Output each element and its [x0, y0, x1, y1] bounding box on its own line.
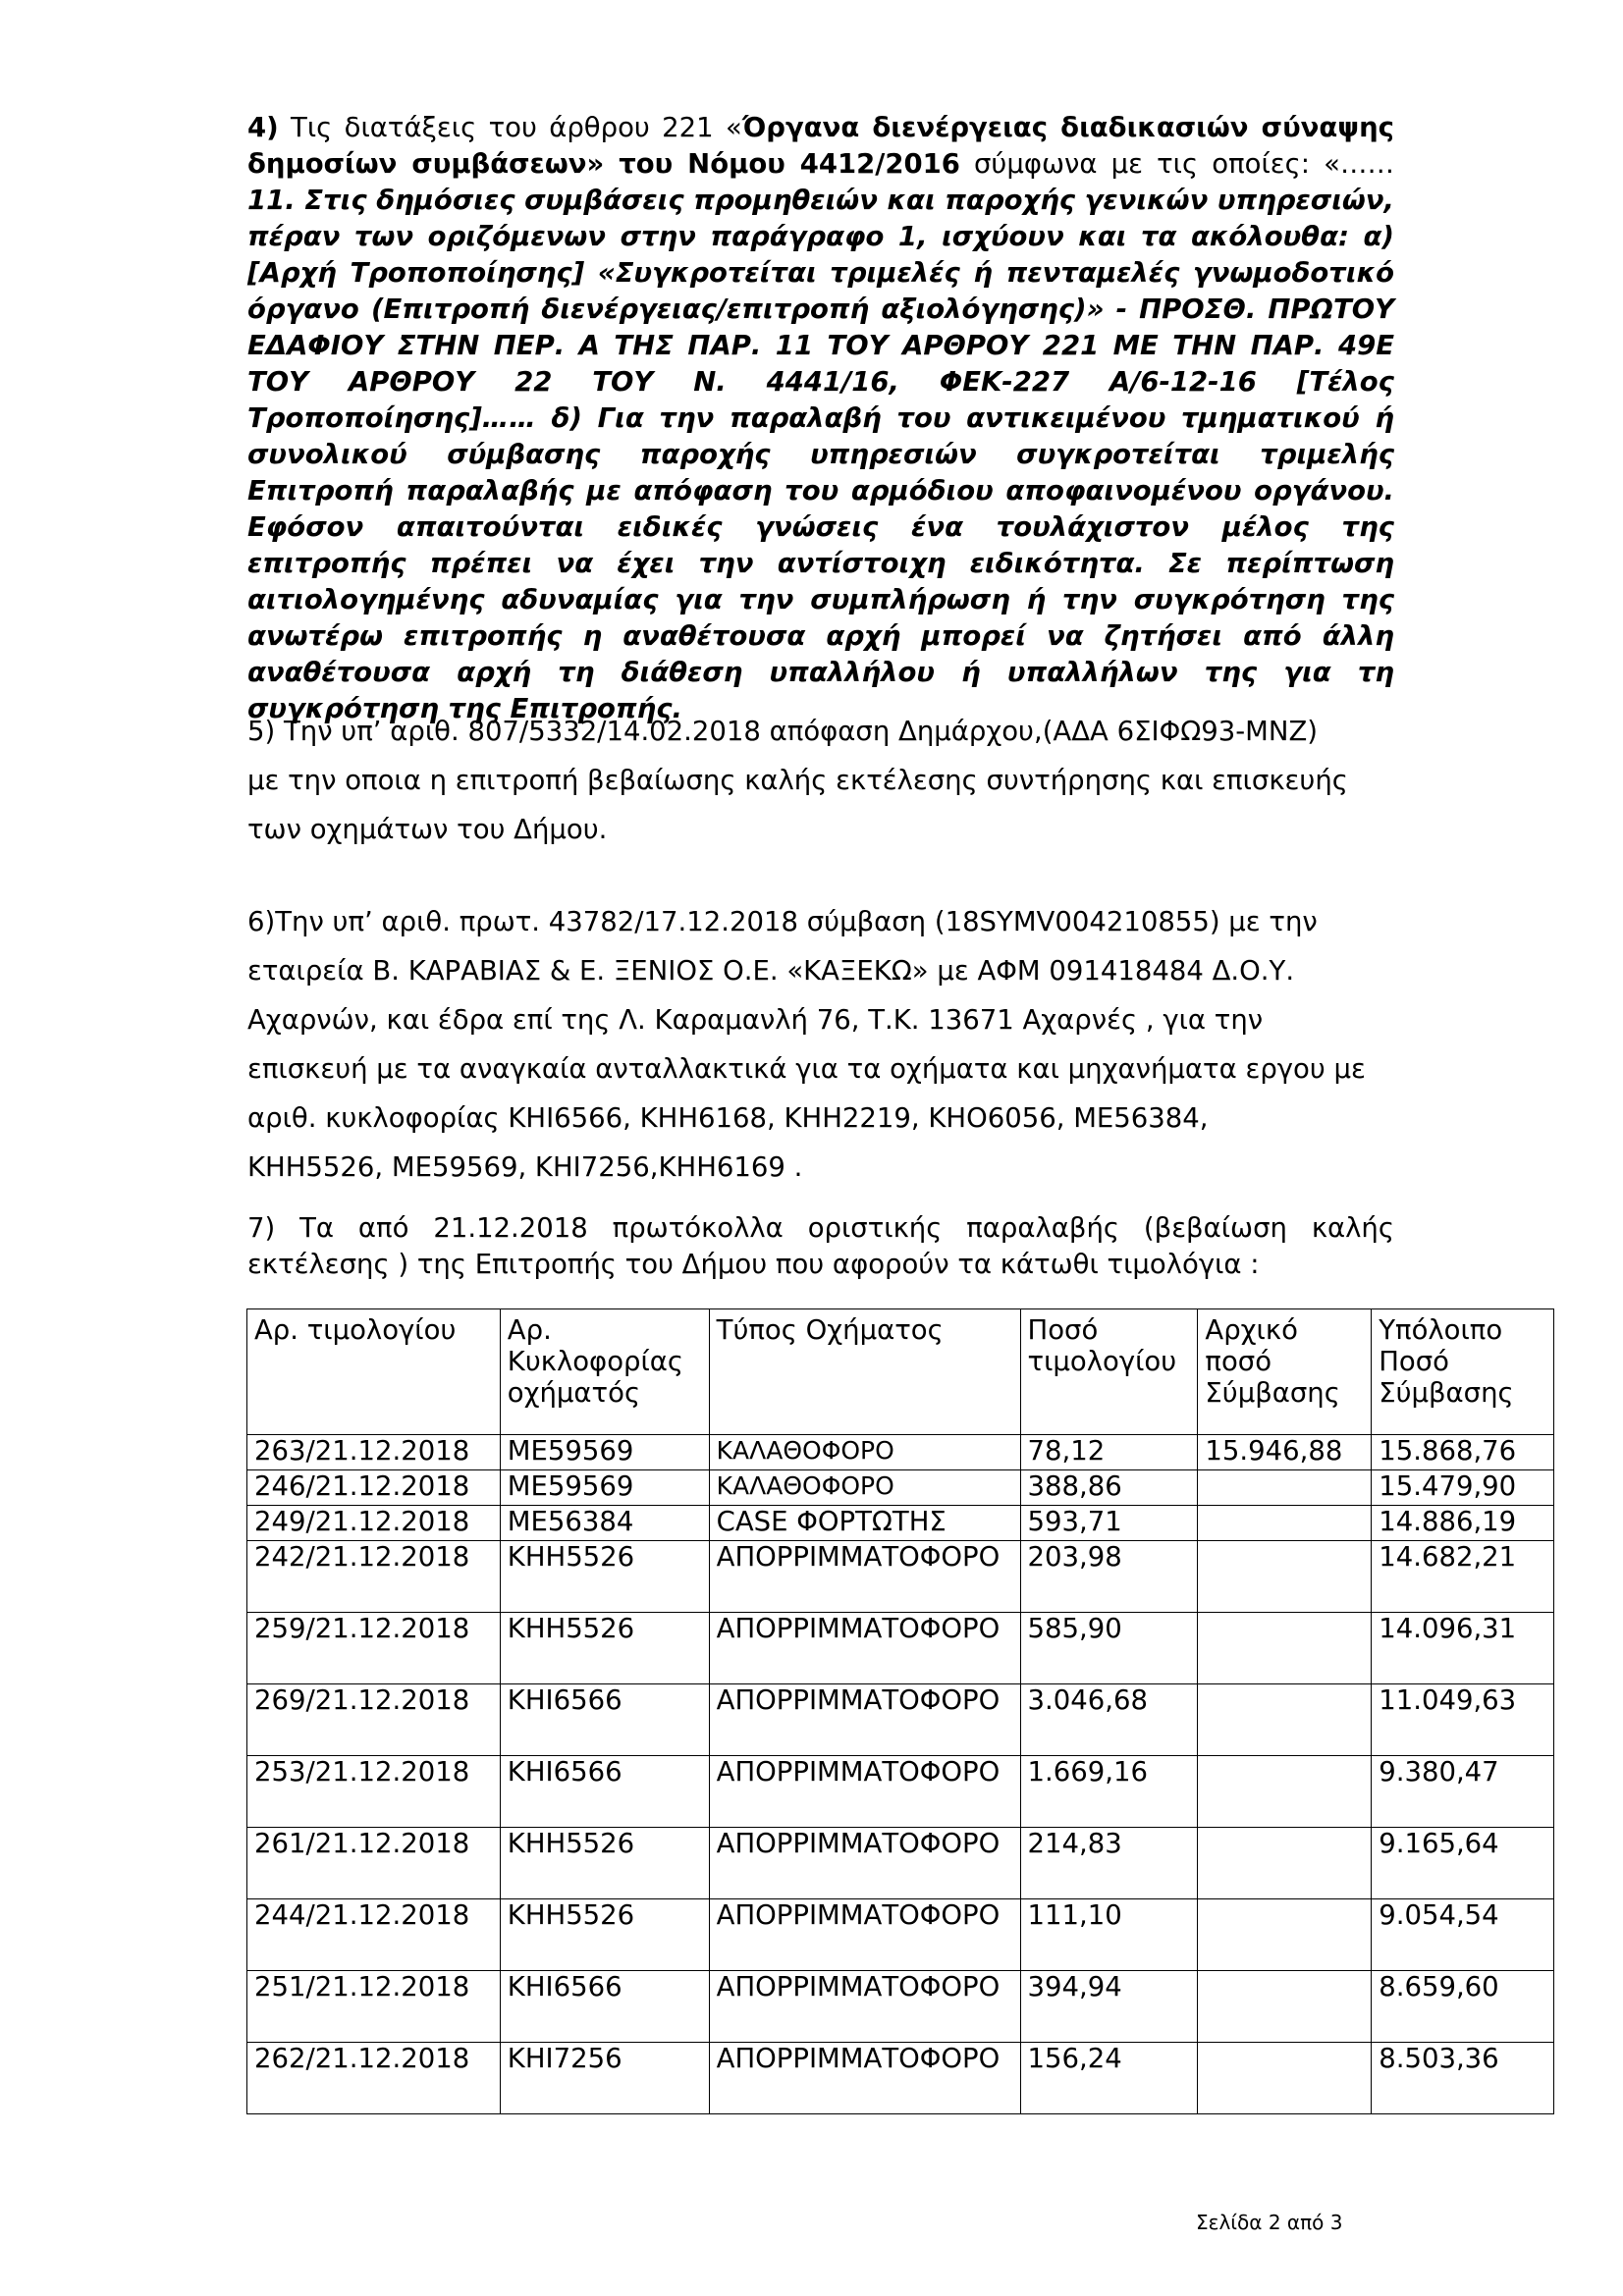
cell-invoice-number: 244/21.12.2018: [247, 1899, 501, 1971]
cell-initial-contract-amount: [1198, 1899, 1372, 1971]
header-invoice-amount: Ποσό τιμολογίου: [1020, 1309, 1198, 1435]
table-row: [247, 1684, 1554, 1756]
header-plate-number: Αρ. Κυκλοφορίας οχήματός: [500, 1309, 709, 1435]
cell-remaining-contract-amount: 9.165,64: [1372, 1828, 1554, 1899]
table-row: [247, 1506, 1554, 1541]
paragraph-5-line: 5) Την υπ’ αριθ. 807/5332/14.02.2018 απόφαση Δημάρχου,(ΑΔΑ 6ΣΙΦΩ93-ΜΝΖ): [247, 716, 1319, 747]
cell-remaining-contract-amount: 9.054,54: [1372, 1899, 1554, 1971]
cell-invoice-number: 246/21.12.2018: [247, 1470, 501, 1506]
cell-remaining-contract-amount: 11.049,63: [1372, 1684, 1554, 1756]
table-row: [247, 1435, 1554, 1470]
paragraph-5-line: με την οποια η επιτροπή βεβαίωσης καλής εκτέλεσης συντήρησης και επισκευής: [247, 765, 1348, 796]
cell-invoice-amount: 156,24: [1020, 2043, 1198, 2114]
header-initial-contract-amount: Αρχικό ποσό Σύμβασης: [1198, 1309, 1372, 1435]
cell-invoice-amount: 593,71: [1020, 1506, 1198, 1541]
cell-initial-contract-amount: [1198, 1541, 1372, 1613]
cell-invoice-number: 242/21.12.2018: [247, 1541, 501, 1613]
paragraph-7: 7) Τα από 21.12.2018 πρωτόκολλα οριστικής παραλαβής (βεβαίωση καλής εκτέλεσης ) της Επιτροπής του Δήμου που αφορούν τα κάτωθι τιμολόγια :: [247, 1212, 1394, 1280]
page-number: Σελίδα 2 από 3: [1196, 2211, 1343, 2234]
paragraph-5: [247, 707, 1394, 854]
cell-plate-number: ΜΕ59569: [500, 1470, 709, 1506]
cell-invoice-number: 249/21.12.2018: [247, 1506, 501, 1541]
cell-vehicle-type: ΑΠΟΡΡΙΜΜΑΤΟΦΟΡΟ: [709, 1613, 1020, 1684]
invoice-table-body: [247, 1435, 1554, 2114]
cell-plate-number: ΚΗΙ6566: [500, 1684, 709, 1756]
header-remaining-contract-amount: Υπόλοιπο Ποσό Σύμβασης: [1372, 1309, 1554, 1435]
table-row: [247, 1971, 1554, 2043]
cell-plate-number: ΚΗΗ5526: [500, 1541, 709, 1613]
cell-vehicle-type: ΑΠΟΡΡΙΜΜΑΤΟΦΟΡΟ: [709, 1541, 1020, 1613]
paragraph-4-quoted-provision: 11. Στις δημόσιες συμβάσεις προμηθειών και παροχής γενικών υπηρεσιών, πέραν των οριζόμενων στην παράγραφο 1, ισχύουν και τα ακόλουθα: α) [Αρχή Τροποποίησης] «Συγκροτείται τριμελές ή πενταμελές γνωμοδοτικό όργανο (Επιτροπή διενέργειας/επιτροπή αξιολόγησης)» - ΠΡΟΣΘ. ΠΡΩΤΟΥ ΕΔΑΦΙΟΥ ΣΤΗΝ ΠΕΡ. Α ΤΗΣ ΠΑΡ. 11 ΤΟΥ ΑΡΘΡΟΥ 221 ΜΕ ΤΗΝ ΠΑΡ. 49Ε ΤΟΥ ΑΡΘΡΟΥ 22 ΤΟΥ Ν. 4441/16, ΦΕΚ-227 Α/6-12-16 [Τέλος Τροποποίησης]…… δ) Για την παραλαβή του αντικειμένου τμηματικού ή συνολικού σύμβασης παροχής υπηρεσιών συγκροτείται τριμελής Επιτροπή παραλαβής με απόφαση του αρμόδιου αποφαινομένου οργάνου. Εφόσον απαιτούνται ειδικές γνώσεις ένα τουλάχιστον μέλος της επιτροπής πρέπει να έχει την αντίστοιχη ειδικότητα. Σε περίπτωση αιτιολογημένης αδυναμίας για την συμπλήρωση ή την συγκρότηση της ανωτέρω επιτροπής η αναθέτουσα αρχή μπορεί να ζητήσει από άλλη αναθέτουσα αρχή τη διάθεση υπαλλήλου ή υπαλλήλων της για τη συγκρότηση της Επιτροπής.: [247, 185, 1394, 724]
paragraph-4-after-title: σύμφωνα με τις οποίες: «……: [959, 148, 1394, 180]
cell-invoice-amount: 214,83: [1020, 1828, 1198, 1899]
paragraph-4: [247, 110, 1394, 727]
cell-invoice-amount: 585,90: [1020, 1613, 1198, 1684]
table-header-row: [247, 1309, 1554, 1435]
cell-initial-contract-amount: 15.946,88: [1198, 1435, 1372, 1470]
cell-plate-number: ΜΕ56384: [500, 1506, 709, 1541]
table-row: [247, 1541, 1554, 1613]
cell-remaining-contract-amount: 14.096,31: [1372, 1613, 1554, 1684]
cell-remaining-contract-amount: 14.682,21: [1372, 1541, 1554, 1613]
paragraph-6-line: Αχαρνών, και έδρα επί της Λ. Καραμανλή 76, Τ.Κ. 13671 Αχαρνές , για την: [247, 1004, 1264, 1036]
cell-invoice-number: 253/21.12.2018: [247, 1756, 501, 1828]
paragraph-6-line: εταιρεία Β. ΚΑΡΑΒΙΑΣ & Ε. ΞΕΝΙΟΣ Ο.Ε. «ΚΑΞΕΚΩ» με ΑΦΜ 091418484 Δ.Ο.Υ.: [247, 955, 1295, 987]
cell-plate-number: ΚΗΗ5526: [500, 1899, 709, 1971]
cell-remaining-contract-amount: 15.868,76: [1372, 1435, 1554, 1470]
paragraph-4-lead: Τις διατάξεις του άρθρου 221 «: [278, 112, 742, 143]
paragraph-6-line: ΚΗΗ5526, ΜΕ59569, ΚΗΙ7256,ΚΗΗ6169 .: [247, 1151, 803, 1183]
cell-plate-number: ΚΗΙ7256: [500, 2043, 709, 2114]
cell-invoice-number: 261/21.12.2018: [247, 1828, 501, 1899]
cell-invoice-number: 259/21.12.2018: [247, 1613, 501, 1684]
cell-vehicle-type: ΚΑΛΑΘΟΦΟΡΟ: [709, 1470, 1020, 1506]
cell-vehicle-type: ΑΠΟΡΡΙΜΜΑΤΟΦΟΡΟ: [709, 1828, 1020, 1899]
cell-remaining-contract-amount: 14.886,19: [1372, 1506, 1554, 1541]
paragraph-4-law-title: Όργανα διενέργειας διαδικασιών σύναψης δημοσίων συμβάσεων» του Νόμου 4412/2016: [247, 112, 1394, 180]
cell-invoice-number: 262/21.12.2018: [247, 2043, 501, 2114]
cell-invoice-amount: 394,94: [1020, 1971, 1198, 2043]
cell-plate-number: ΜΕ59569: [500, 1435, 709, 1470]
cell-remaining-contract-amount: 9.380,47: [1372, 1756, 1554, 1828]
cell-plate-number: ΚΗΙ6566: [500, 1756, 709, 1828]
cell-plate-number: ΚΗΙ6566: [500, 1971, 709, 2043]
cell-initial-contract-amount: [1198, 1506, 1372, 1541]
table-row: [247, 1613, 1554, 1684]
paragraph-6-line: 6)Την υπ’ αριθ. πρωτ. 43782/17.12.2018 σύμβαση (18SYMV004210855) με την: [247, 906, 1318, 937]
table-row: [247, 1470, 1554, 1506]
table-row: [247, 1828, 1554, 1899]
cell-plate-number: ΚΗΗ5526: [500, 1828, 709, 1899]
paragraph-6: [247, 897, 1394, 1192]
header-invoice-number: Αρ. τιμολογίου: [247, 1309, 501, 1435]
cell-vehicle-type: CASE ΦΟΡΤΩΤΗΣ: [709, 1506, 1020, 1541]
paragraph-5-line: των οχημάτων του Δήμου.: [247, 814, 608, 845]
paragraph-6-line: αριθ. κυκλοφορίας ΚΗΙ6566, ΚΗΗ6168, ΚΗΗ2219, ΚΗΟ6056, ΜΕ56384,: [247, 1102, 1209, 1134]
cell-invoice-number: 263/21.12.2018: [247, 1435, 501, 1470]
cell-invoice-amount: 111,10: [1020, 1899, 1198, 1971]
cell-initial-contract-amount: [1198, 1470, 1372, 1506]
cell-invoice-number: 269/21.12.2018: [247, 1684, 501, 1756]
cell-vehicle-type: ΑΠΟΡΡΙΜΜΑΤΟΦΟΡΟ: [709, 1971, 1020, 2043]
table-row: [247, 2043, 1554, 2114]
cell-remaining-contract-amount: 8.659,60: [1372, 1971, 1554, 2043]
cell-plate-number: ΚΗΗ5526: [500, 1613, 709, 1684]
cell-vehicle-type: ΑΠΟΡΡΙΜΜΑΤΟΦΟΡΟ: [709, 2043, 1020, 2114]
paragraph-4-number: 4): [247, 112, 279, 143]
cell-initial-contract-amount: [1198, 1613, 1372, 1684]
cell-invoice-amount: 203,98: [1020, 1541, 1198, 1613]
cell-invoice-amount: 3.046,68: [1020, 1684, 1198, 1756]
cell-initial-contract-amount: [1198, 2043, 1372, 2114]
cell-invoice-amount: 78,12: [1020, 1435, 1198, 1470]
cell-invoice-amount: 1.669,16: [1020, 1756, 1198, 1828]
cell-initial-contract-amount: [1198, 1756, 1372, 1828]
cell-remaining-contract-amount: 8.503,36: [1372, 2043, 1554, 2114]
cell-initial-contract-amount: [1198, 1684, 1372, 1756]
cell-initial-contract-amount: [1198, 1971, 1372, 2043]
paragraph-6-line: επισκευή με τα αναγκαία ανταλλακτικά για τα οχήματα και μηχανήματα εργου με: [247, 1053, 1366, 1085]
cell-vehicle-type: ΑΠΟΡΡΙΜΜΑΤΟΦΟΡΟ: [709, 1684, 1020, 1756]
cell-invoice-amount: 388,86: [1020, 1470, 1198, 1506]
table-row: [247, 1899, 1554, 1971]
invoice-table: [246, 1308, 1554, 2114]
table-row: [247, 1756, 1554, 1828]
cell-invoice-number: 251/21.12.2018: [247, 1971, 501, 2043]
cell-vehicle-type: ΚΑΛΑΘΟΦΟΡΟ: [709, 1435, 1020, 1470]
cell-initial-contract-amount: [1198, 1828, 1372, 1899]
cell-vehicle-type: ΑΠΟΡΡΙΜΜΑΤΟΦΟΡΟ: [709, 1899, 1020, 1971]
header-vehicle-type: Τύπος Οχήματος: [709, 1309, 1020, 1435]
cell-remaining-contract-amount: 15.479,90: [1372, 1470, 1554, 1506]
cell-vehicle-type: ΑΠΟΡΡΙΜΜΑΤΟΦΟΡΟ: [709, 1756, 1020, 1828]
